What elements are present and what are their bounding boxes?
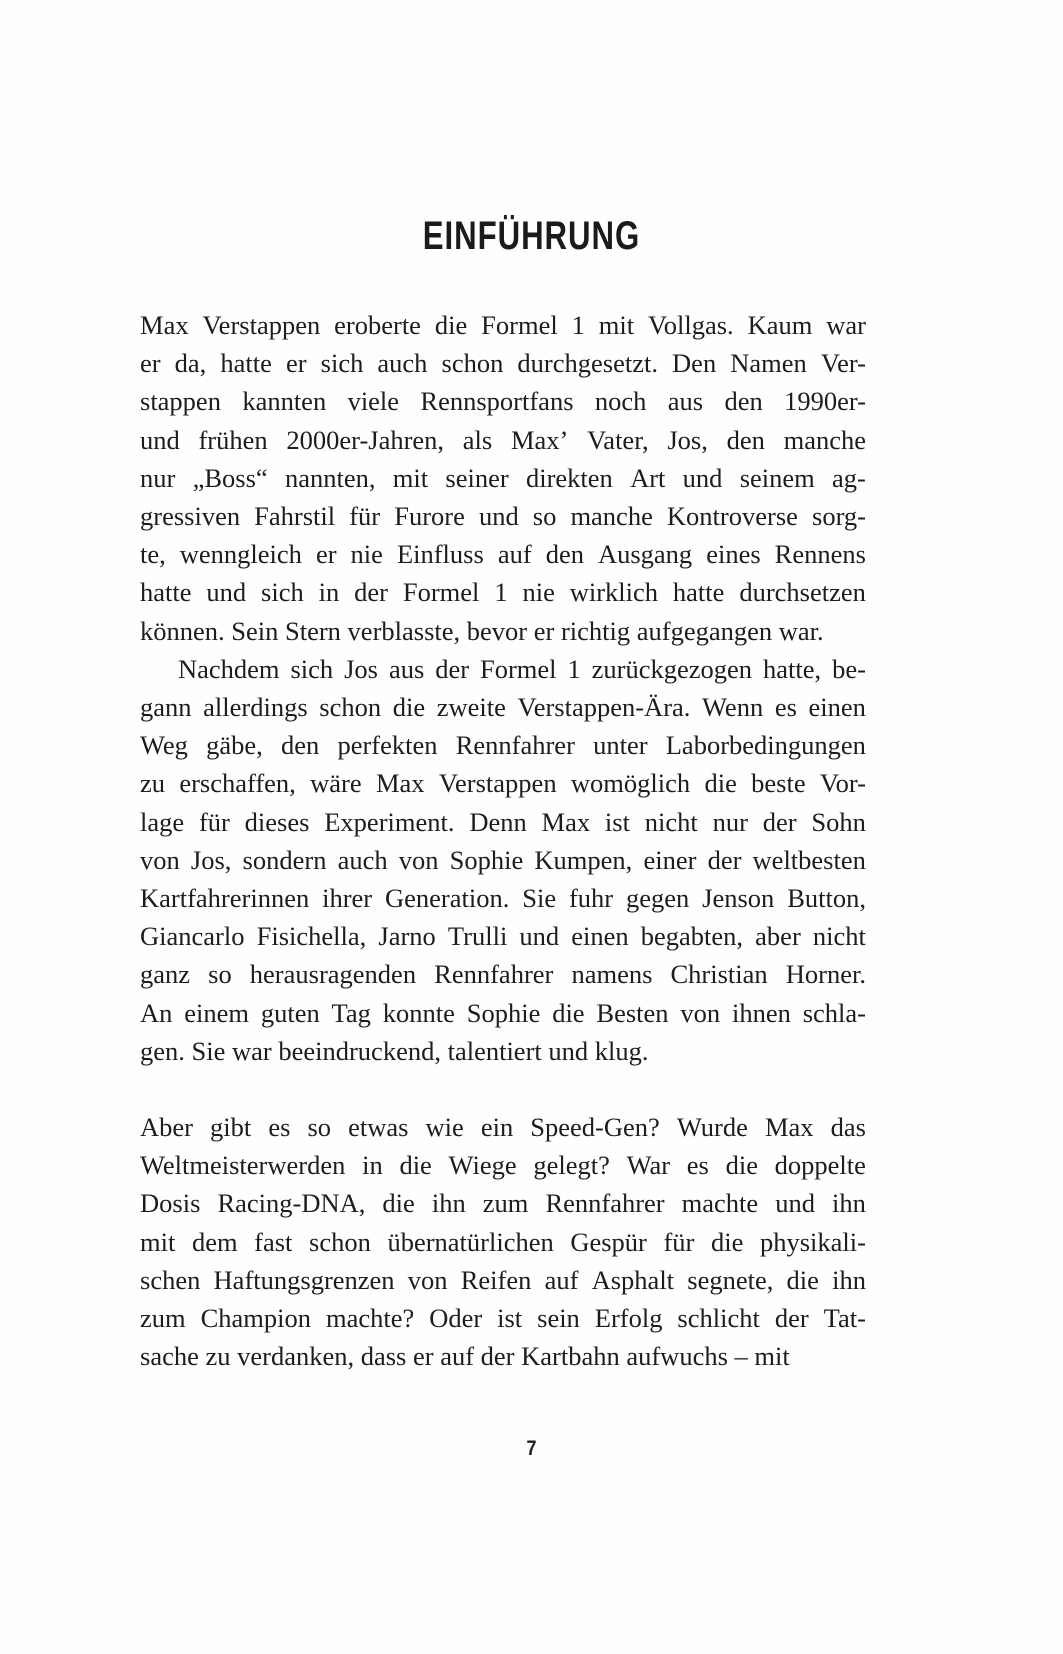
word: Asphalt	[591, 1264, 675, 1295]
word: die	[392, 692, 426, 723]
word: es	[268, 1112, 291, 1143]
word: Nachdem	[178, 653, 280, 684]
word: Jos,	[190, 844, 232, 875]
word: sondern	[242, 844, 327, 875]
text-line	[140, 344, 866, 382]
word: machte?	[325, 1303, 415, 1334]
word: An	[140, 997, 173, 1028]
word: Vater,	[587, 424, 649, 455]
word: von	[398, 844, 439, 875]
word: zurückgezogen	[591, 653, 753, 684]
word: durchgesetzt.	[517, 348, 658, 379]
word: ihn	[832, 1264, 866, 1295]
word: machte	[681, 1188, 759, 1219]
word: War	[626, 1150, 671, 1181]
text-line	[140, 1108, 866, 1146]
text-line	[140, 497, 866, 535]
word: die	[399, 1150, 432, 1181]
word: ist	[497, 1303, 523, 1334]
word: auf	[497, 539, 532, 570]
text-line	[140, 1299, 866, 1337]
word: sich	[320, 348, 364, 379]
word: nicht	[812, 921, 866, 952]
word: einen	[571, 921, 629, 952]
word: der	[354, 577, 388, 608]
word: und	[775, 1188, 815, 1219]
word: Wiege	[448, 1150, 517, 1181]
word: namens	[571, 959, 653, 990]
word: aus	[388, 653, 425, 684]
text-line	[140, 841, 866, 879]
text-line	[140, 459, 866, 497]
word: nicht	[644, 806, 698, 837]
word: kannten	[242, 386, 327, 417]
word: schlicht	[677, 1303, 760, 1334]
word: Experiment.	[324, 806, 455, 837]
word: so	[307, 1112, 332, 1143]
word: allerdings	[203, 692, 308, 723]
word: von	[680, 997, 721, 1028]
word: Max	[764, 1112, 814, 1143]
word: die	[434, 310, 468, 340]
text-line: sache zu verdanken, dass er auf der Kartbahn aufwuchs – mit	[140, 1341, 790, 1372]
word: fast	[254, 1226, 293, 1257]
word: eroberte	[334, 310, 421, 340]
word: 1	[567, 653, 581, 684]
word: hatte	[140, 577, 192, 608]
word: dem	[191, 1226, 238, 1257]
word: durchsetzen	[739, 577, 866, 608]
word: die	[786, 1264, 819, 1295]
word: für	[198, 806, 230, 837]
word: aus	[667, 386, 704, 417]
word: Generation.	[385, 883, 510, 914]
text-line	[140, 803, 866, 841]
word: stappen	[140, 386, 221, 417]
word: zu	[140, 768, 166, 799]
word: auch	[337, 844, 388, 875]
word: von	[407, 1264, 448, 1295]
word: eines	[706, 539, 761, 570]
word: einem	[184, 997, 249, 1028]
word: Kaum	[747, 310, 813, 340]
word: Reifen	[460, 1264, 532, 1295]
word: Tat-	[823, 1303, 866, 1334]
word: womöglich	[570, 768, 691, 799]
word: wirklich	[569, 577, 659, 608]
word: Button,	[787, 883, 866, 914]
word: der	[774, 1303, 809, 1334]
word: die	[710, 1226, 744, 1257]
text-line: gen. Sie war beeindruckend, talentiert und klug.	[140, 1035, 649, 1066]
word: schla-	[802, 997, 866, 1028]
word: es	[686, 1150, 709, 1181]
word: Rennsportfans	[420, 386, 574, 417]
word: erschaffen,	[179, 768, 296, 799]
word: sorg-	[812, 501, 866, 532]
word: physikali-	[759, 1226, 866, 1257]
word: begabten,	[640, 921, 744, 952]
word: ist	[604, 806, 630, 837]
word: hatte	[672, 577, 725, 608]
word: er	[285, 348, 307, 379]
word: nannten,	[284, 462, 376, 493]
word: Max	[140, 310, 189, 340]
word: frühen	[198, 424, 268, 455]
word: den	[280, 730, 320, 761]
word: für	[349, 501, 381, 532]
word: Verstappen-Ära.	[517, 692, 691, 723]
word: und	[682, 462, 723, 493]
word: te,	[140, 539, 166, 570]
word: als	[462, 424, 493, 455]
word: zum	[140, 1303, 186, 1334]
word: manche	[783, 424, 866, 455]
word: gressiven	[140, 501, 241, 532]
word: Weg	[140, 730, 188, 761]
word: ag-	[832, 462, 866, 493]
word: es	[774, 692, 797, 723]
word: gibt	[210, 1112, 252, 1143]
word: Ausgang	[597, 539, 693, 570]
word: Giancarlo	[140, 921, 245, 952]
page-number: 7	[526, 1437, 537, 1460]
word: Sie	[522, 883, 557, 914]
word: nur	[712, 806, 748, 837]
text-line	[140, 726, 866, 764]
word: viele	[347, 386, 400, 417]
word: Sohn	[811, 806, 866, 837]
word: ganz	[140, 959, 191, 990]
word: übernatürlichen	[387, 1226, 554, 1257]
word: von	[140, 844, 180, 875]
word: Jos	[344, 653, 378, 684]
word: fuhr	[568, 883, 614, 914]
word: Kumpen,	[534, 844, 633, 875]
word: Kartfahrerinnen	[140, 883, 310, 914]
text-line	[140, 994, 866, 1032]
word: Aber	[140, 1112, 193, 1143]
word: herausragenden	[249, 959, 417, 990]
word: Sophie	[466, 997, 541, 1028]
word: seiner	[445, 462, 509, 493]
word: guten	[260, 997, 320, 1028]
word: Laborbedingungen	[665, 730, 866, 761]
word: be-	[832, 653, 866, 684]
word: das	[830, 1112, 866, 1143]
word: mit	[140, 1226, 176, 1257]
word: einen	[808, 692, 866, 723]
word: Max	[541, 806, 591, 837]
word: „Boss“	[192, 462, 268, 493]
word: sein	[537, 1303, 580, 1334]
word: Kontroverse	[666, 501, 798, 532]
word: 2000er-Jahren,	[286, 424, 445, 455]
word: Rennfahrer	[545, 1188, 665, 1219]
word: Jarno	[378, 921, 436, 952]
word: Vor-	[819, 768, 866, 799]
word: die	[704, 768, 737, 799]
text-line	[140, 917, 866, 955]
word: lage	[140, 806, 185, 837]
word: hatte,	[763, 653, 822, 684]
word: schon	[319, 692, 382, 723]
word: wie	[425, 1112, 464, 1143]
word: etwas	[348, 1112, 409, 1143]
word: mit	[392, 462, 429, 493]
word: wenngleich	[179, 539, 302, 570]
word: Rennens	[774, 539, 866, 570]
word: dieses	[244, 806, 310, 837]
word: ihn	[832, 1188, 866, 1219]
word: und	[519, 921, 560, 952]
word: Max’	[510, 424, 569, 455]
word: Rennfahrer	[434, 959, 554, 990]
word: Tag	[331, 997, 371, 1028]
word: Christian	[670, 959, 768, 990]
word: sich	[290, 653, 334, 684]
word: Racing-DNA,	[217, 1188, 366, 1219]
word: schon	[441, 348, 504, 379]
text-line	[140, 573, 866, 611]
word: der	[707, 844, 742, 875]
word: Horner.	[785, 959, 866, 990]
word: die	[552, 997, 585, 1028]
word: den	[726, 424, 765, 455]
word: Dosis	[140, 1188, 201, 1219]
word: manche	[570, 501, 653, 532]
word: Denn	[469, 806, 527, 837]
text-line	[140, 1146, 866, 1184]
word: schen	[140, 1264, 201, 1295]
word: direkten	[525, 462, 613, 493]
word: Rennfahrer	[455, 730, 575, 761]
word: und	[478, 501, 519, 532]
word: nie	[350, 539, 383, 570]
word: Art	[630, 462, 666, 493]
word: den	[724, 386, 763, 417]
word: er	[140, 348, 161, 379]
text-line	[140, 650, 866, 688]
word: auf	[544, 1264, 579, 1295]
word: Formel	[402, 577, 480, 608]
text-line	[140, 382, 866, 420]
word: Den	[672, 348, 717, 379]
word: ihrer	[322, 883, 373, 914]
word: in	[362, 1150, 383, 1181]
word: sich	[261, 577, 304, 608]
word: Oder	[429, 1303, 483, 1334]
word: den	[545, 539, 584, 570]
word: Trulli	[447, 921, 508, 952]
word: Gespür	[570, 1226, 647, 1257]
paragraph	[140, 650, 866, 1070]
word: nur	[140, 462, 176, 493]
text-line	[140, 955, 866, 993]
word: der	[435, 653, 470, 684]
text-line	[140, 535, 866, 573]
word: segnete,	[687, 1264, 774, 1295]
word: Fahrstil	[254, 501, 336, 532]
paragraph	[140, 1108, 866, 1375]
word: gegen	[626, 883, 690, 914]
word: Verstappen	[202, 310, 321, 340]
text-line	[140, 306, 866, 344]
word: Einfluss	[396, 539, 484, 570]
word: Fisichella,	[256, 921, 367, 952]
word: gäbe,	[206, 730, 263, 761]
word: weltbesten	[752, 844, 866, 875]
word: Besten	[596, 997, 669, 1028]
word: und	[206, 577, 247, 608]
word: beste	[751, 768, 806, 799]
word: für	[663, 1226, 695, 1257]
word: Verstappen	[438, 768, 557, 799]
text-line	[140, 421, 866, 459]
word: noch	[594, 386, 647, 417]
word: unter	[593, 730, 648, 761]
word: die	[382, 1188, 415, 1219]
word: ein	[480, 1112, 514, 1143]
word: Vollgas.	[648, 310, 734, 340]
word: Speed-Gen?	[530, 1112, 660, 1143]
word: so	[532, 501, 557, 532]
text-line: können. Sein Stern verblasste, bevor er richtig aufgegangen war.	[140, 615, 824, 646]
word: die	[725, 1150, 758, 1181]
word: einer	[643, 844, 697, 875]
word: Ver-	[820, 348, 866, 379]
word: wäre	[310, 768, 362, 799]
word: Jenson	[702, 883, 775, 914]
word: ihnen	[731, 997, 791, 1028]
word: Erfolg	[594, 1303, 663, 1334]
word: Champion	[200, 1303, 311, 1334]
word: ihn	[431, 1188, 466, 1219]
word: Wenn	[702, 692, 764, 723]
word: Jos,	[667, 424, 708, 455]
word: Formel	[479, 653, 557, 684]
word: der	[762, 806, 797, 837]
word: nie	[522, 577, 555, 608]
word: Furore	[394, 501, 465, 532]
word: 1	[494, 577, 508, 608]
word: und	[140, 424, 180, 455]
word: seinem	[739, 462, 815, 493]
word: Haftungsgrenzen	[213, 1264, 395, 1295]
word: war	[826, 310, 866, 340]
word: Sophie	[449, 844, 524, 875]
word: er	[315, 539, 337, 570]
word: konnte	[382, 997, 455, 1028]
word: da,	[174, 348, 207, 379]
page-title: EINFÜHRUNG	[422, 213, 641, 258]
word: perfekten	[337, 730, 438, 761]
text-line	[140, 879, 866, 917]
word: gelegt?	[533, 1150, 610, 1181]
word: Max	[375, 768, 425, 799]
word: so	[208, 959, 232, 990]
word: Namen	[730, 348, 807, 379]
word: gann	[140, 692, 192, 723]
word: doppelte	[774, 1150, 866, 1181]
word: zweite	[436, 692, 506, 723]
word: auch	[377, 348, 428, 379]
word: zum	[482, 1188, 529, 1219]
text-line	[140, 1261, 866, 1299]
word: in	[318, 577, 340, 608]
paragraph	[140, 306, 866, 650]
word: 1	[571, 310, 585, 340]
text-line	[140, 1184, 866, 1222]
word: 1990er-	[784, 386, 866, 417]
text-line	[140, 1223, 866, 1261]
word: Formel	[481, 310, 558, 340]
text-line	[140, 764, 866, 802]
word: schon	[309, 1226, 371, 1257]
word: mit	[598, 310, 635, 340]
text-line	[140, 688, 866, 726]
word: Weltmeisterwerden	[140, 1150, 346, 1181]
word: aber	[755, 921, 801, 952]
word: hatte	[220, 348, 272, 379]
word: Wurde	[676, 1112, 748, 1143]
body-text	[140, 306, 866, 1375]
